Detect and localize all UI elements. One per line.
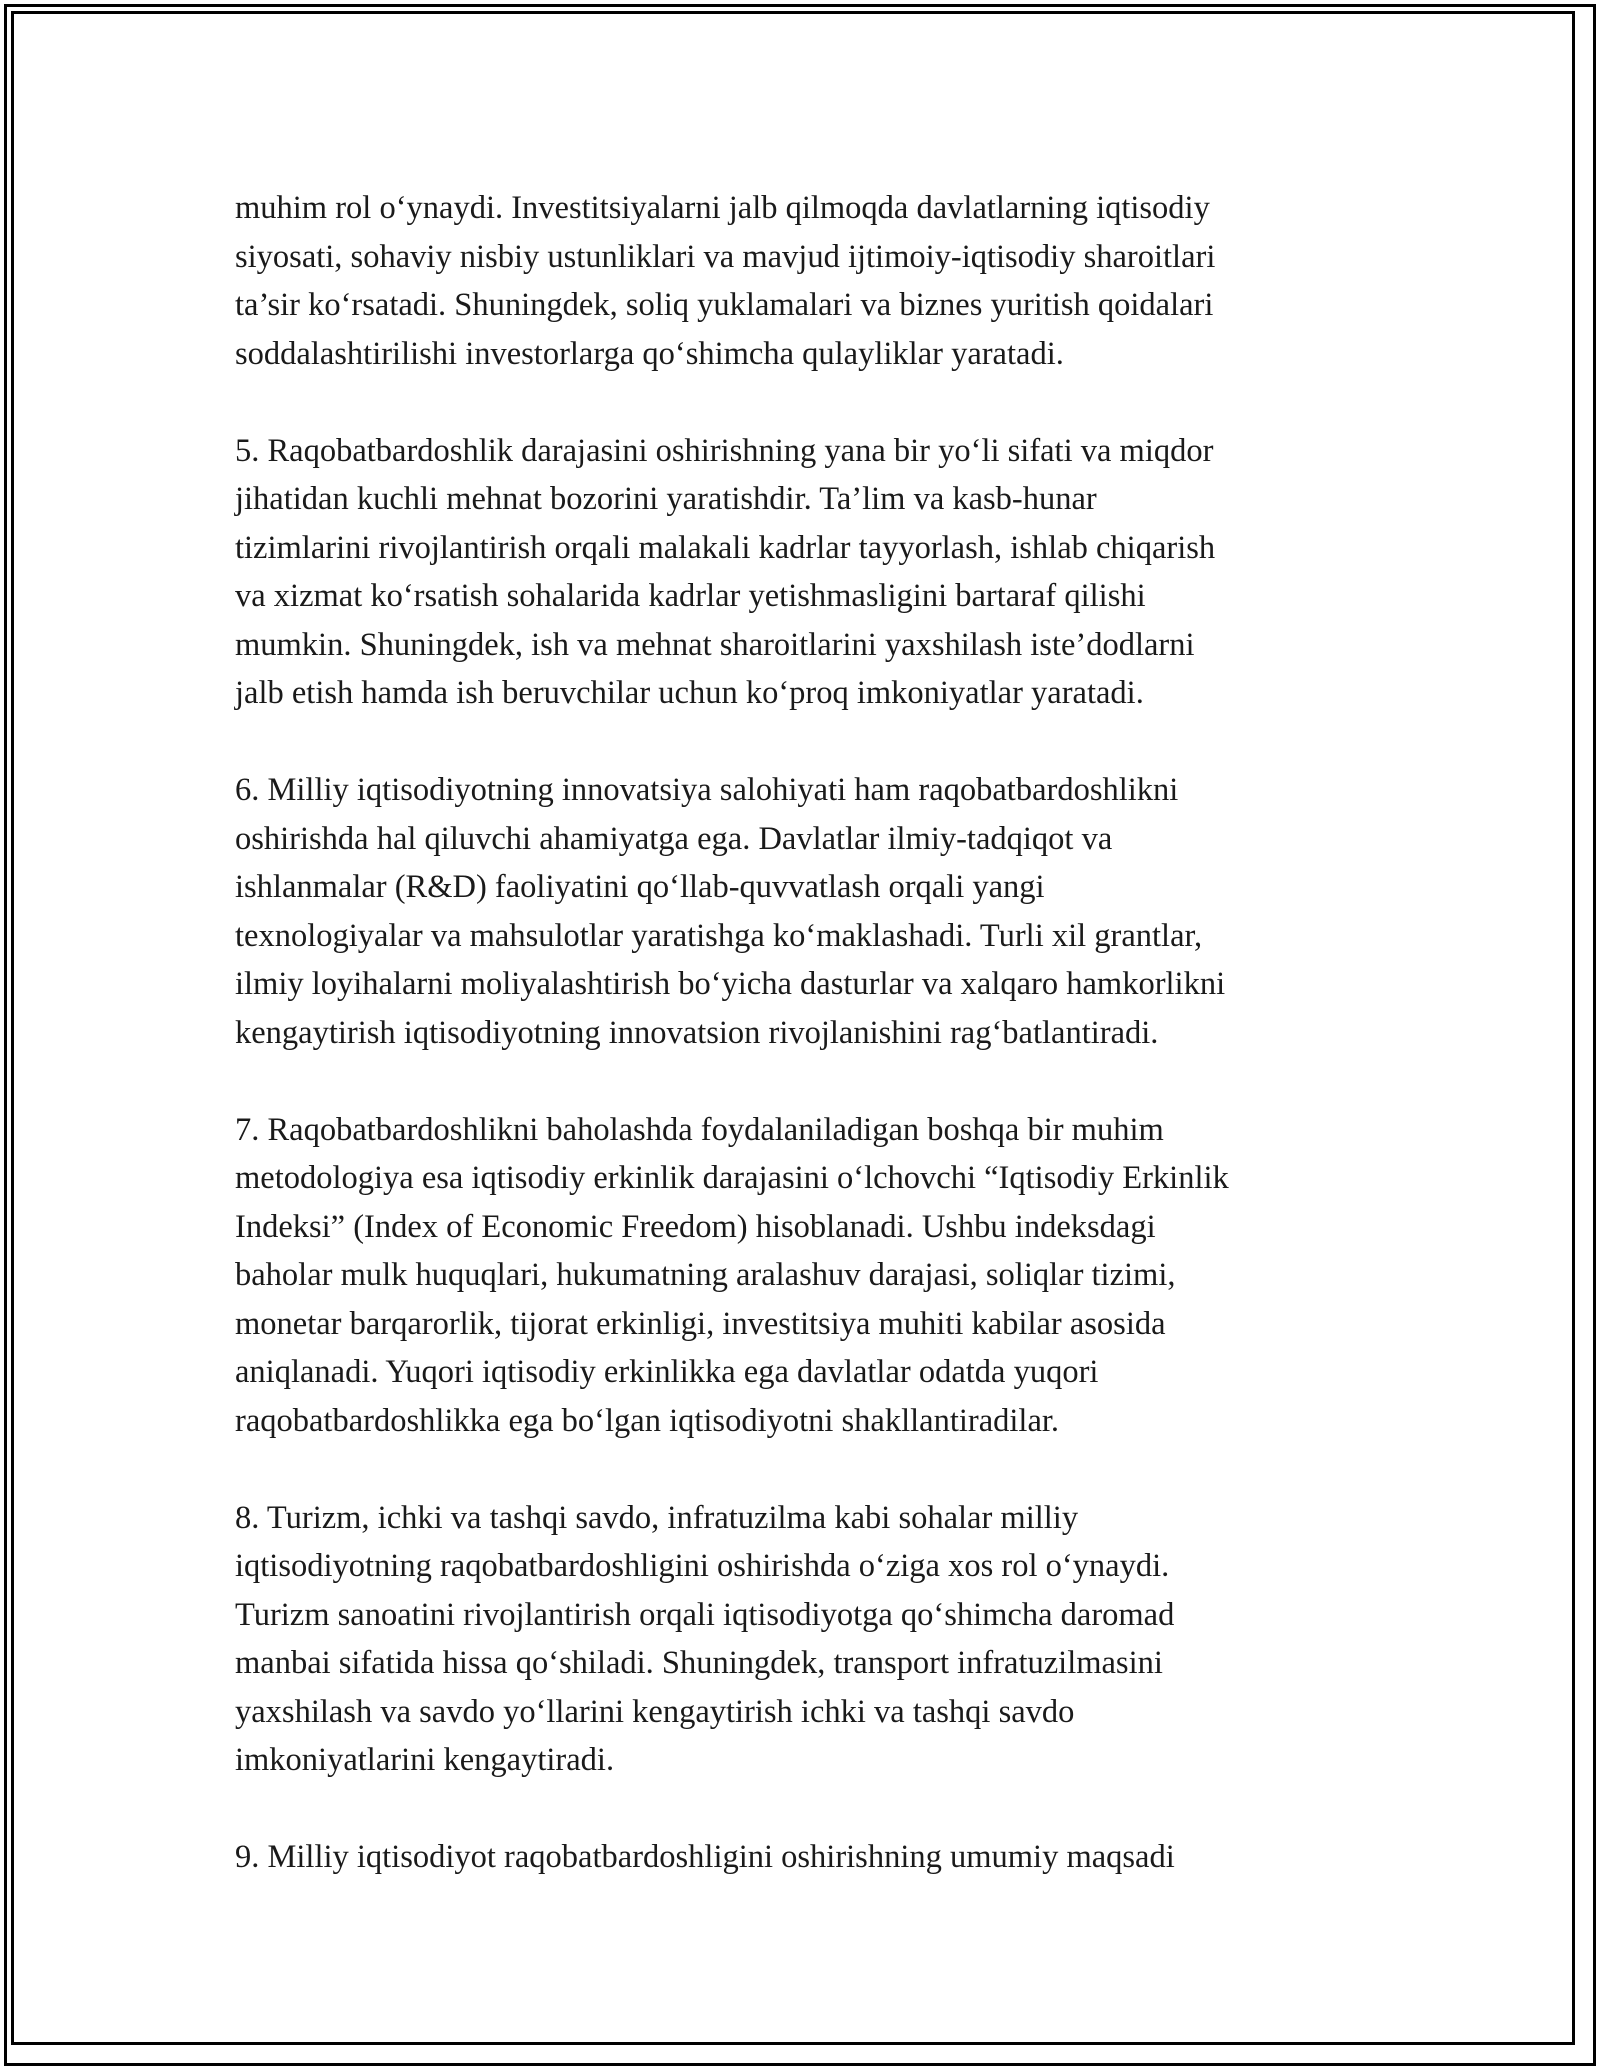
paragraph-continuation [235, 184, 1385, 378]
paragraph-5 [235, 427, 1385, 718]
text-line: 8. Turizm, ichki va tashqi savdo, infratuzilma kabi sohalar milliy [235, 1499, 1079, 1536]
text-line: Indeksi” (Index of Economic Freedom) hisoblanadi. Ushbu indeksdagi [235, 1208, 1156, 1245]
text-line: monetar barqarorlik, tijorat erkinligi, investitsiya muhiti kabilar asosida [235, 1305, 1166, 1342]
text-line: tizimlarini rivojlantirish orqali malakali kadrlar tayyorlash, ishlab chiqarish [235, 529, 1216, 566]
text-line: oshirishda hal qiluvchi ahamiyatga ega. Davlatlar ilmiy-tadqiqot va [235, 820, 1113, 857]
paragraph-9 [235, 1833, 1385, 1882]
text-line: 6. Milliy iqtisodiyotning innovatsiya salohiyati ham raqobatbardoshlikni [235, 772, 1179, 808]
text-line: muhim rol o‘ynaydi. Investitsiyalarni jalb qilmoqda davlatlarning iqtisodiy [235, 190, 1210, 226]
text-line: iqtisodiyotning raqobatbardoshligini oshirishda o‘ziga xos rol o‘ynaydi. [235, 1548, 1170, 1584]
text-line: ishlanmalar (R&D) faoliyatini qo‘llab-quvvatlash orqali yangi [235, 869, 1045, 905]
text-line: siyosati, sohaviy nisbiy ustunliklari va mavjud ijtimoiy-iqtisodiy sharoitlari [235, 238, 1216, 275]
text-line: 5. Raqobatbardoshlik darajasini oshirishning yana bir yo‘li sifati va miqdor [235, 432, 1214, 469]
text-line: texnologiyalar va mahsulotlar yaratishga ko‘maklashadi. Turli xil grantlar, [235, 917, 1203, 954]
text-line: va xizmat ko‘rsatish sohalarida kadrlar yetishmasligini bartaraf qilishi [235, 578, 1146, 614]
text-line: raqobatbardoshlikka ega bo‘lgan iqtisodiyotni shakllantiradilar. [235, 1402, 1060, 1439]
text-line: 9. Milliy iqtisodiyot raqobatbardoshligini oshirishning umumiy maqsadi [235, 1839, 1175, 1875]
text-line: 7. Raqobatbardoshlikni baholashda foydalaniladigan boshqa bir muhim [235, 1111, 1164, 1148]
text-line: aniqlanadi. Yuqori iqtisodiy erkinlikka ega davlatlar odatda yuqori [235, 1354, 1099, 1390]
text-line: kengaytirish iqtisodiyotning innovatsion rivojlanishini rag‘batlantiradi. [235, 1014, 1159, 1051]
paragraph-7 [235, 1106, 1385, 1446]
paragraph-8 [235, 1494, 1385, 1785]
text-line: mumkin. Shuningdek, ish va mehnat sharoitlarini yaxshilash iste’dodlarni [235, 626, 1195, 663]
paragraph-6 [235, 766, 1385, 1057]
text-line: jihatidan kuchli mehnat bozorini yaratishdir. Ta’lim va kasb-hunar [235, 481, 1097, 517]
document-body [235, 184, 1385, 1930]
text-line: Turizm sanoatini rivojlantirish orqali iqtisodiyotga qo‘shimcha daromad [235, 1596, 1175, 1633]
text-line: soddalashtirilishi investorlarga qo‘shimcha qulayliklar yaratadi. [235, 335, 1064, 372]
text-line: metodologiya esa iqtisodiy erkinlik darajasini o‘lchovchi “Iqtisodiy Erkinlik [235, 1160, 1229, 1196]
text-line: ilmiy loyihalarni moliyalashtirish bo‘yicha dasturlar va xalqaro hamkorlikni [235, 966, 1226, 1002]
text-line: ta’sir ko‘rsatadi. Shuningdek, soliq yuklamalari va biznes yuritish qoidalari [235, 287, 1214, 323]
text-line: baholar mulk huquqlari, hukumatning aralashuv darajasi, soliqlar tizimi, [235, 1257, 1176, 1293]
text-line: manbai sifatida hissa qo‘shiladi. Shuningdek, transport infratuzilmasini [235, 1645, 1163, 1681]
text-line: jalb etish hamda ish beruvchilar uchun ko‘proq imkoniyatlar yaratadi. [235, 675, 1144, 711]
text-line: yaxshilash va savdo yo‘llarini kengaytirish ichki va tashqi savdo [235, 1693, 1075, 1730]
text-line: imkoniyatlarini kengaytiradi. [235, 1742, 615, 1778]
